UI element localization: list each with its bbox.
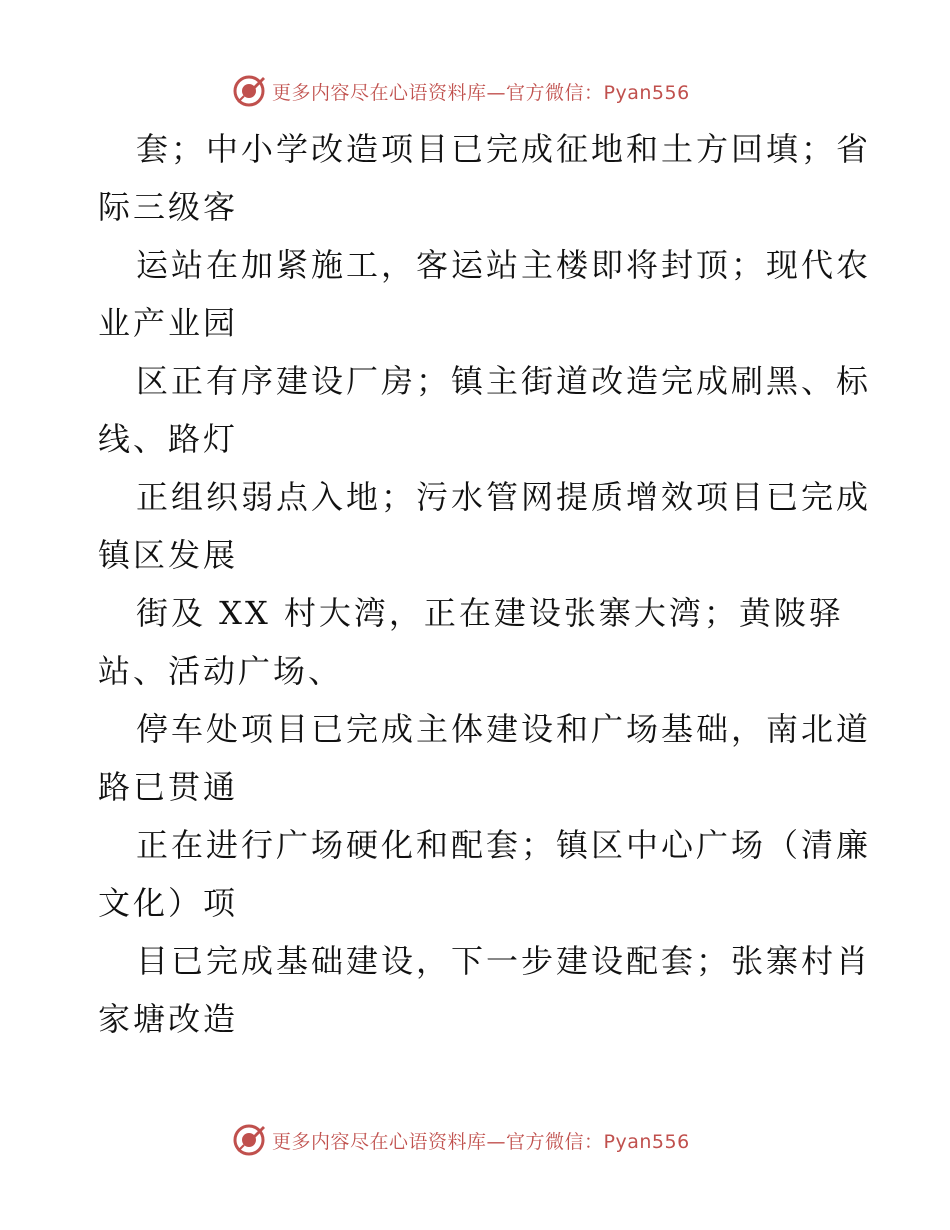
text-line: 镇区发展 [98, 536, 239, 574]
document-body [98, 120, 872, 1048]
text-line: 家塘改造 [98, 1000, 239, 1038]
text-line: 文化）项 [98, 884, 239, 922]
footer-banner-text: 更多内容尽在心语资料库—官方微信：Pyan556 [272, 1130, 690, 1153]
text-line: 目已完成基础建设，下一步建设配套；张寨村肖 [136, 942, 872, 980]
text-line: 正在进行广场硬化和配套；镇区中心广场（清廉 [136, 826, 872, 864]
header-banner-text: 更多内容尽在心语资料库—官方微信：Pyan556 [272, 81, 690, 104]
text-line: 套；中小学改造项目已完成征地和土方回填；省 [136, 130, 872, 168]
text-line: 路已贯通 [98, 768, 239, 806]
text-line: 运站在加紧施工，客运站主楼即将封顶；现代农 [136, 246, 872, 284]
pen-logo-icon [232, 1123, 266, 1157]
text-line: 际三级客 [98, 188, 239, 226]
pen-logo-icon [232, 74, 266, 108]
text-line: 街及 XX 村大湾，正在建设张寨大湾；黄陂驿 [136, 594, 844, 632]
text-line: 区正有序建设厂房；镇主街道改造完成刷黑、标 [136, 362, 872, 400]
text-line: 停车处项目已完成主体建设和广场基础，南北道 [136, 710, 872, 748]
text-line: 线、路灯 [98, 420, 239, 458]
text-line: 正组织弱点入地；污水管网提质增效项目已完成 [136, 478, 872, 516]
header-banner [232, 71, 690, 111]
text-line: 站、活动广场、 [98, 652, 344, 690]
text-line: 业产业园 [98, 304, 239, 342]
footer-banner [232, 1120, 690, 1160]
